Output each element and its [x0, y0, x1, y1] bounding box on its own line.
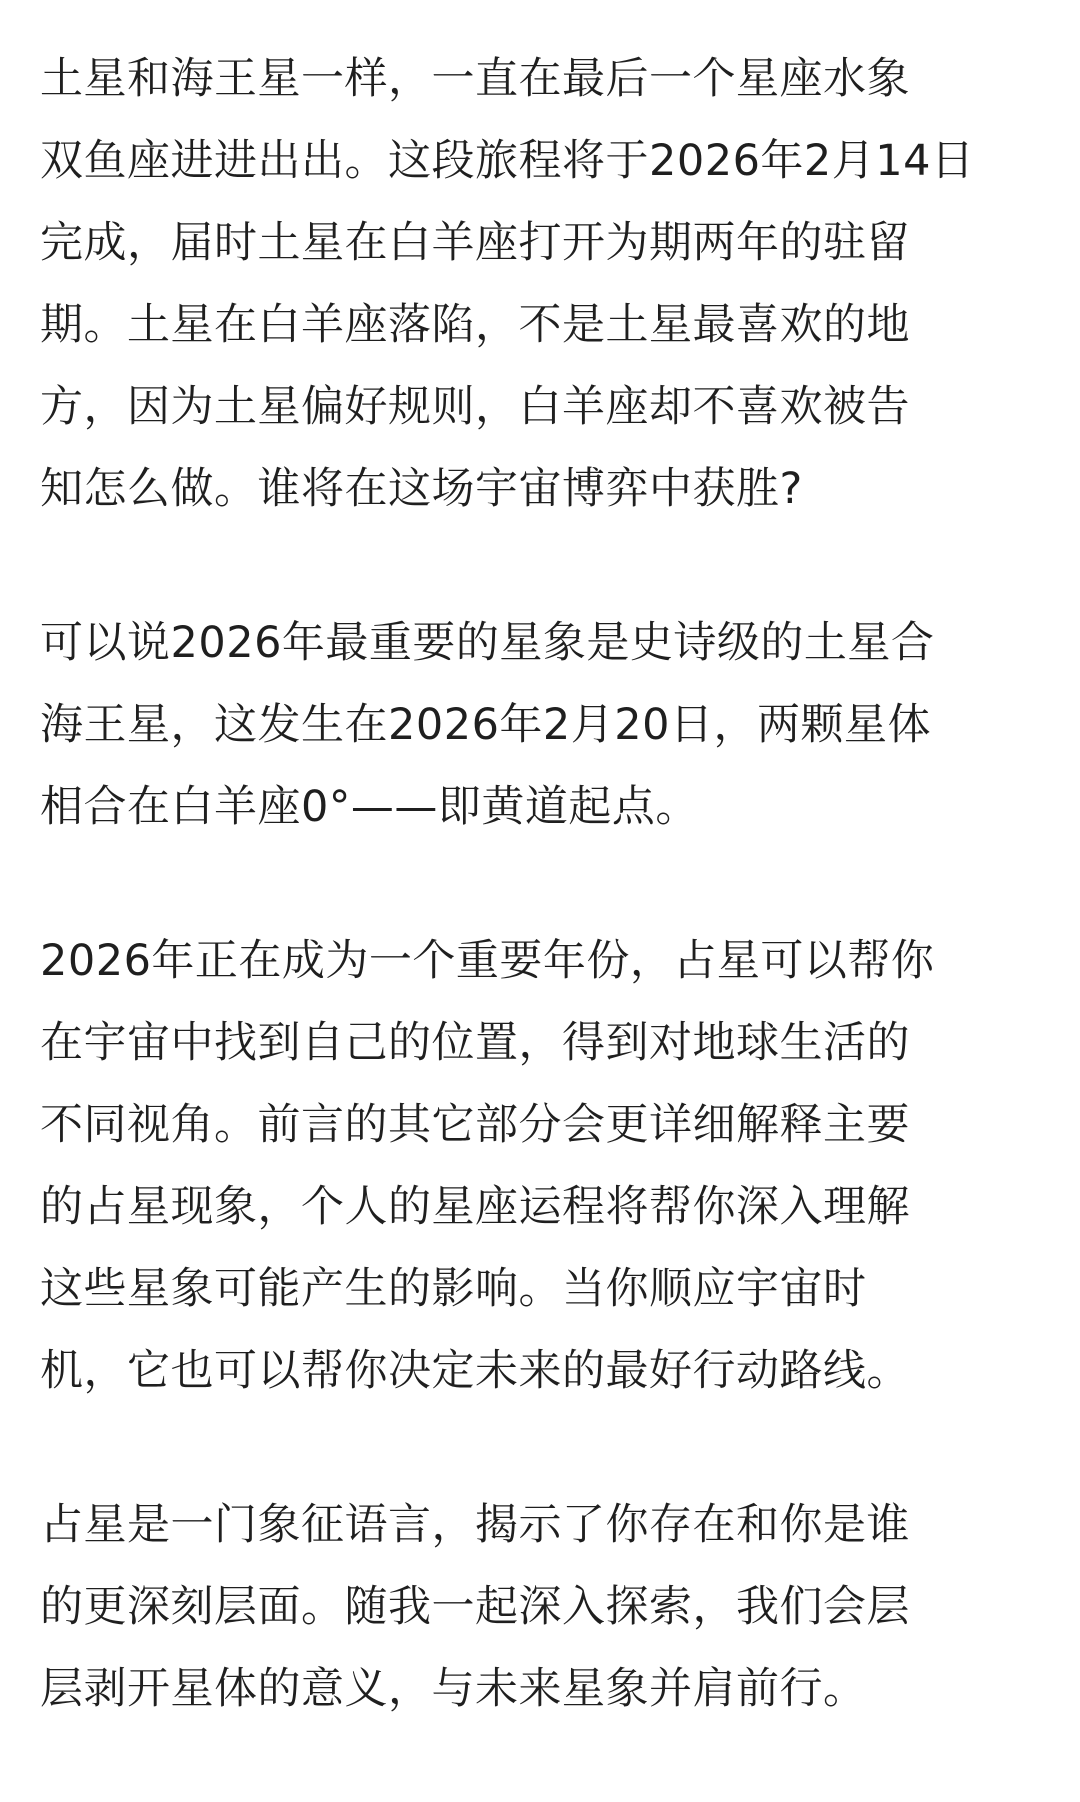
text-line: 完成，届时土星在白羊座打开为期两年的驻留: [40, 218, 910, 268]
text-line: 知怎么做。谁将在这场宇宙博弈中获胜?: [40, 464, 803, 514]
paragraph-conjunction: [40, 602, 1050, 848]
text-line: 期。土星在白羊座落陷，不是土星最喜欢的地: [40, 300, 910, 350]
text-line: 方，因为土星偏好规则，白羊座却不喜欢被告: [40, 382, 910, 432]
text-line: 土星和海王星一样，一直在最后一个星座水象: [40, 54, 910, 104]
text-line: 可以说2026年最重要的星象是史诗级的土星合: [40, 618, 935, 668]
text-line: 这些星象可能产生的影响。当你顺应宇宙时: [40, 1264, 867, 1314]
article-body: [40, 38, 1050, 1802]
text-line: 机，它也可以帮你决定未来的最好行动路线。: [40, 1346, 910, 1396]
text-line: 的更深刻层面。随我一起深入探索，我们会层: [40, 1582, 910, 1632]
text-line: 占星是一门象征语言，揭示了你存在和你是谁: [40, 1500, 910, 1550]
text-line: 在宇宙中找到自己的位置，得到对地球生活的: [40, 1018, 910, 1068]
paragraph-symbolic-language: [40, 1484, 1050, 1730]
text-line: 的占星现象，个人的星座运程将帮你深入理解: [40, 1182, 910, 1232]
text-line: 不同视角。前言的其它部分会更详细解释主要: [40, 1100, 910, 1150]
text-line: 2026年正在成为一个重要年份，占星可以帮你: [40, 936, 935, 986]
paragraph-saturn-neptune-pisces: [40, 38, 1050, 530]
text-line: 海王星，这发生在2026年2月20日，两颗星体: [40, 700, 932, 750]
text-line: 双鱼座进进出出。这段旅程将于2026年2月14日: [40, 136, 975, 186]
text-line: 层剥开星体的意义，与未来星象并肩前行。: [40, 1664, 867, 1714]
paragraph-important-year: [40, 920, 1050, 1412]
text-line: 相合在白羊座0°——即黄道起点。: [40, 782, 699, 832]
